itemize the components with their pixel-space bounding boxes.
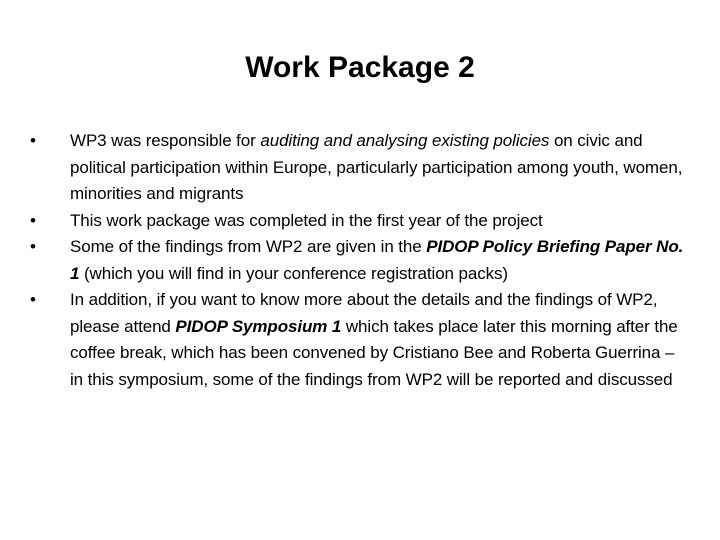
bullet-emphasis: PIDOP Policy Briefing Paper No. 1 [70, 237, 684, 283]
bullet-text: This work package was completed in the first year of the project [70, 210, 543, 230]
bullet-text: (which you will find in your conference registration packs) [79, 263, 508, 283]
slide-title: Work Package 2 [245, 51, 475, 84]
bullet-text: on civic and political participation within Europe, particularly participation among youth, women, minorities and migrants [70, 131, 683, 203]
bullet-text: WP3 was responsible for [70, 131, 261, 150]
bullet-dot-icon: • [30, 290, 36, 309]
bullet-item [30, 208, 690, 235]
bullet-list [30, 128, 690, 393]
bullet-dot-icon: • [30, 237, 36, 256]
bullet-item [30, 234, 690, 287]
bullet-text: which takes place later this morning after the coffee break, which has been convened by Cristiano Bee and Roberta Guerrina – in this symposium, some of the findings from WP2 will be reported and discussed [70, 316, 678, 389]
bullet-text: In addition, if you want to know more about the details and the findings of WP2, please attend [70, 290, 658, 336]
bullet-text: Some of the findings from WP2 are given in the [70, 237, 427, 256]
bullet-emphasis: PIDOP Symposium 1 [175, 316, 342, 336]
bullet-item [30, 128, 690, 208]
bullet-item [30, 287, 690, 393]
bullet-emphasis: auditing and analysing existing policies [260, 131, 550, 150]
bullet-dot-icon: • [30, 210, 36, 230]
bullet-dot-icon: • [30, 131, 36, 150]
